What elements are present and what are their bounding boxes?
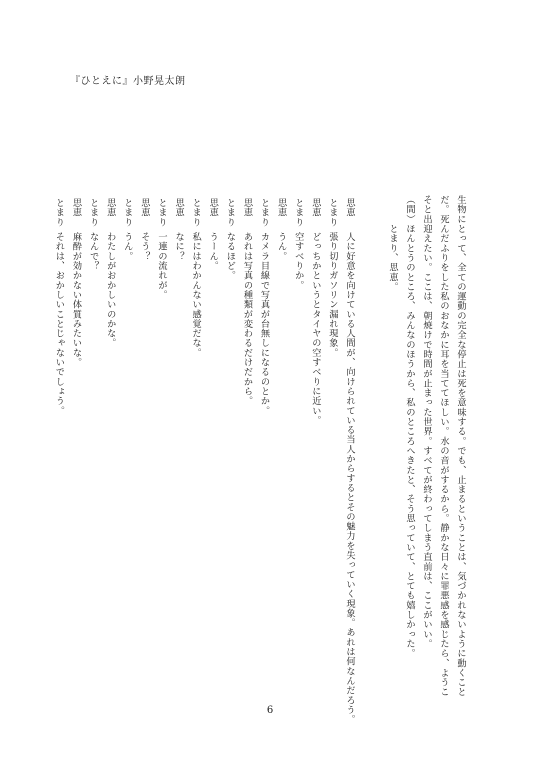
prose-line: そと出迎えたい。ここは、朝焼けで時間が止まった世界。すべてが終わってしまう直前は、ここがいい。 — [421, 195, 432, 649]
dialogue-row — [341, 198, 358, 725]
prose-line: （間）ほんとうのところ、みんなのほうから、私のところへきたと、そう思っていて、とても嬉しかった。 — [404, 195, 415, 659]
stage-direction: とまり、思恵。 — [387, 195, 398, 292]
dialogue-line: うん。 — [121, 232, 133, 261]
prose-block — [384, 195, 469, 697]
speaker-name: とまり — [224, 198, 236, 227]
dialogue-line: 人に好意を向けている人間が、向けられている当人からするとその魅力を失っていく現象。あれは何なんだろう。 — [344, 232, 355, 725]
speaker-name: とまり — [326, 198, 338, 227]
dialogue-row — [221, 198, 238, 668]
running-header: 『ひとえに』小野晃太朗 — [70, 76, 186, 87]
speaker-name: 思恵 — [207, 198, 219, 218]
speaker-name: とまり — [53, 198, 65, 227]
dialogue-row — [238, 198, 255, 668]
speaker-name: 思恵 — [275, 198, 287, 218]
prose-line: 生物にとって、全ての運動の完全な停止は死を意味する。でも、止まるということは、気づかれないように動くこと — [455, 195, 466, 697]
speaker-name: とまり — [190, 198, 202, 227]
dialogue-row — [255, 198, 272, 668]
dialogue-row — [324, 198, 341, 668]
speaker-name: 思恵 — [104, 198, 116, 218]
dialogue-line: 張り切りガソリン漏れ現象。 — [326, 232, 338, 358]
dialogue-row — [67, 198, 84, 668]
dialogue-line: うーん。 — [207, 232, 219, 271]
speaker-name: とまり — [155, 198, 167, 227]
dialogue-line: どっちかというとタイヤの空すべりに近い。 — [309, 232, 321, 425]
speaker-name: とまり — [292, 198, 304, 227]
dialogue-row — [85, 198, 102, 668]
dialogue-line: そう？ — [138, 232, 150, 261]
dialogue-row — [136, 198, 153, 668]
speaker-name: 思恵 — [344, 198, 355, 218]
dialogue-line: なるほど。 — [224, 232, 236, 281]
speaker-name: 思恵 — [138, 198, 150, 218]
dialogue-block — [50, 198, 358, 725]
dialogue-row — [204, 198, 221, 668]
dialogue-line: カメラ目線で写真が台無しになるのとか。 — [258, 232, 270, 416]
dialogue-row — [153, 198, 170, 668]
speaker-name: とまり — [87, 198, 99, 227]
dialogue-line: なんで？ — [87, 232, 99, 271]
speaker-name: 思恵 — [173, 198, 185, 218]
dialogue-line: それは、おかしいことじゃないでしょう。 — [53, 232, 65, 416]
dialogue-row — [273, 198, 290, 668]
dialogue-line: わたしがおかしいのかな。 — [104, 232, 116, 348]
dialogue-line: 麻酔が効かない体質みたいな。 — [70, 232, 82, 368]
dialogue-line: 一連の流れが。 — [155, 232, 167, 300]
dialogue-line: なに？ — [173, 232, 185, 261]
speaker-name: とまり — [258, 198, 270, 227]
dialogue-row — [170, 198, 187, 668]
dialogue-line: 空すべりか。 — [292, 232, 304, 290]
dialogue-row — [290, 198, 307, 668]
dialogue-row — [102, 198, 119, 668]
speaker-name: 思恵 — [309, 198, 321, 218]
dialogue-row — [50, 198, 67, 668]
speaker-name: 思恵 — [241, 198, 253, 218]
dialogue-line: あれは写真の種類が変わるだけだから。 — [241, 232, 253, 406]
dialogue-row — [187, 198, 204, 668]
speaker-name: 思恵 — [70, 198, 82, 218]
speaker-name: とまり — [121, 198, 133, 227]
dialogue-row — [119, 198, 136, 668]
dialogue-line: うん。 — [275, 232, 287, 261]
page-number: 6 — [266, 705, 274, 716]
dialogue-line: 私にはわかんない感覚だな。 — [190, 232, 202, 358]
prose-line: だ。死んだふりをした私のおなかに耳を当ててほしい。水の音がするから。静かな日々に罪悪感を感じたら、ようこ — [438, 195, 449, 697]
dialogue-row — [307, 198, 324, 668]
